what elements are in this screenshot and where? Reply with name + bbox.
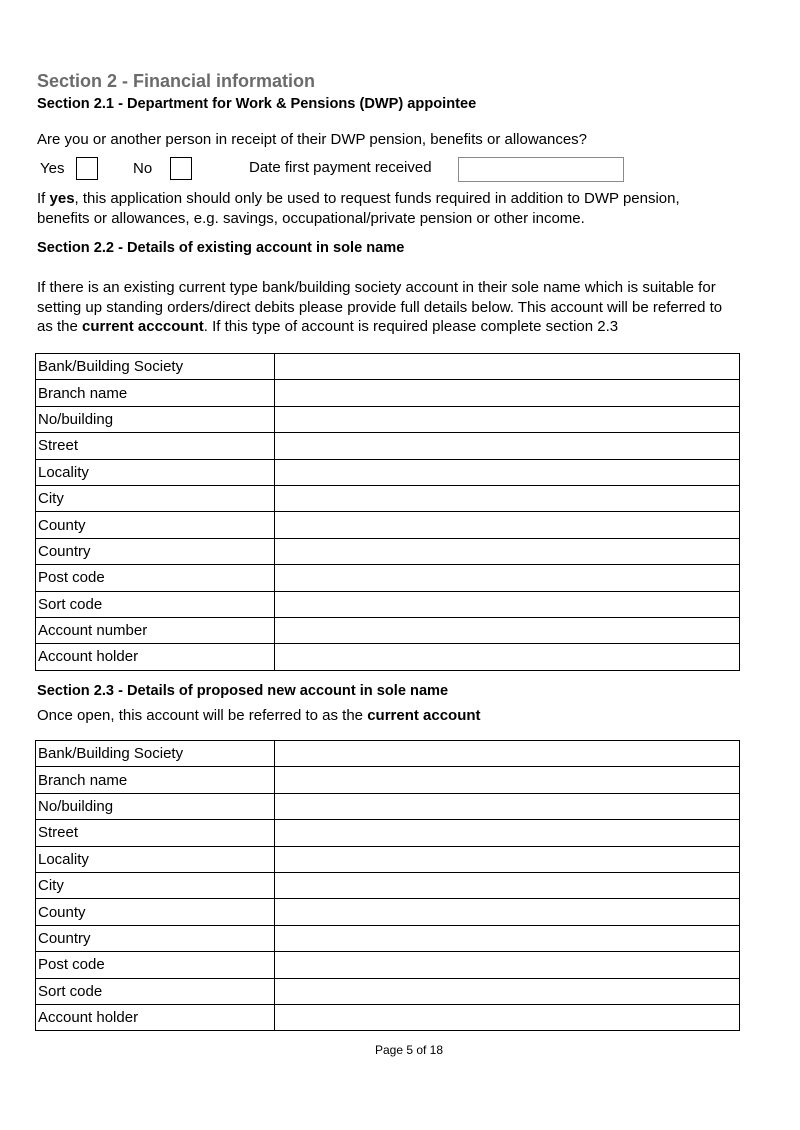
new-account-row-value-field[interactable]: [275, 1004, 740, 1030]
new-account-row-label: Bank/Building Society: [36, 741, 275, 767]
date-first-payment-label: Date first payment received: [249, 159, 432, 176]
section-title: Section 2 - Financial information: [37, 71, 316, 91]
new-account-row-value-field[interactable]: [275, 741, 740, 767]
new-account-row-label: Sort code: [36, 978, 275, 1004]
new-account-row: [36, 820, 740, 846]
dwp-note-line2: benefits or allowances, e.g. savings, occupational/private pension or other income.: [37, 209, 585, 227]
new-account-row-label: Locality: [36, 846, 275, 872]
existing-account-row-value-field[interactable]: [275, 433, 740, 459]
page-number: Page 5 of 18: [374, 1043, 444, 1057]
existing-account-row-label: Locality: [36, 459, 275, 485]
existing-account-row-value-field[interactable]: [275, 512, 740, 538]
new-account-row: [36, 793, 740, 819]
new-account-row: [36, 952, 740, 978]
new-account-row-value-field[interactable]: [275, 952, 740, 978]
existing-account-row-label: Bank/Building Society: [36, 354, 275, 380]
existing-account-row-value-field[interactable]: [275, 485, 740, 511]
existing-account-row-label: Sort code: [36, 591, 275, 617]
section-2-2-line3-prefix: as the: [37, 318, 83, 335]
existing-account-row: [36, 565, 740, 591]
existing-account-row-label: Post code: [36, 565, 275, 591]
existing-account-row: [36, 617, 740, 643]
existing-account-table: [35, 353, 740, 671]
existing-account-row-value-field[interactable]: [275, 406, 740, 432]
existing-account-row-label: Account number: [36, 617, 275, 643]
existing-account-row: [36, 512, 740, 538]
section-2-2-line1: If there is an existing current type bank/building society account in their sole name which is suitable for: [37, 279, 716, 296]
existing-account-row: [36, 406, 740, 432]
dwp-note-bold: yes: [49, 190, 75, 207]
new-account-row-value-field[interactable]: [275, 793, 740, 819]
new-account-row-label: Branch name: [36, 767, 275, 793]
new-account-row-value-field[interactable]: [275, 846, 740, 872]
section-2-3-intro: [37, 706, 481, 725]
existing-account-row-value-field[interactable]: [275, 644, 740, 670]
dwp-question: Are you or another person in receipt of their DWP pension, benefits or allowances?: [37, 131, 588, 148]
no-checkbox[interactable]: [170, 157, 192, 180]
existing-account-row-label: Country: [36, 538, 275, 564]
existing-account-row: [36, 354, 740, 380]
section-2-2-description: [37, 278, 767, 337]
existing-account-row-value-field[interactable]: [275, 565, 740, 591]
existing-account-row-value-field[interactable]: [275, 354, 740, 380]
yes-label: Yes: [40, 160, 65, 177]
new-account-row: [36, 741, 740, 767]
section-2-3-intro-bold: current account: [367, 707, 481, 724]
new-account-row: [36, 872, 740, 898]
new-account-row-label: No/building: [36, 793, 275, 819]
dwp-note: [37, 189, 767, 228]
existing-account-row-value-field[interactable]: [275, 538, 740, 564]
existing-account-row-label: County: [36, 512, 275, 538]
new-account-table: [35, 740, 740, 1031]
date-first-payment-field[interactable]: [458, 157, 624, 182]
existing-account-row: [36, 380, 740, 406]
new-account-row-label: Post code: [36, 952, 275, 978]
existing-account-row-value-field[interactable]: [275, 591, 740, 617]
new-account-row-label: City: [36, 872, 275, 898]
new-account-row-label: Street: [36, 820, 275, 846]
new-account-row: [36, 925, 740, 951]
new-account-row: [36, 767, 740, 793]
new-account-row-value-field[interactable]: [275, 978, 740, 1004]
existing-account-row-label: Street: [36, 433, 275, 459]
new-account-row-value-field[interactable]: [275, 872, 740, 898]
existing-account-row-label: No/building: [36, 406, 275, 432]
new-account-row: [36, 899, 740, 925]
existing-account-row: [36, 485, 740, 511]
new-account-row-label: Country: [36, 925, 275, 951]
yes-checkbox[interactable]: [76, 157, 98, 180]
section-2-3-heading: Section 2.3 - Details of proposed new account in sole name: [37, 683, 449, 699]
section-2-2-line2: setting up standing orders/direct debits please provide full details below. This account will be referred to: [37, 298, 723, 316]
dwp-note-prefix: If: [37, 190, 50, 207]
existing-account-row: [36, 459, 740, 485]
new-account-row-label: County: [36, 899, 275, 925]
new-account-row-value-field[interactable]: [275, 925, 740, 951]
existing-account-row-value-field[interactable]: [275, 459, 740, 485]
dwp-note-line1: , this application should only be used to request funds required in addition to DWP pension,: [74, 190, 680, 207]
section-2-3-intro-prefix: Once open, this account will be referred to as the: [37, 707, 368, 724]
existing-account-row-value-field[interactable]: [275, 617, 740, 643]
new-account-row: [36, 978, 740, 1004]
existing-account-row-label: Branch name: [36, 380, 275, 406]
existing-account-row: [36, 433, 740, 459]
existing-account-row-value-field[interactable]: [275, 380, 740, 406]
new-account-row: [36, 846, 740, 872]
new-account-row-value-field[interactable]: [275, 767, 740, 793]
existing-account-row: [36, 538, 740, 564]
new-account-row-value-field[interactable]: [275, 899, 740, 925]
existing-account-row: [36, 591, 740, 617]
existing-account-row-label: Account holder: [36, 644, 275, 670]
section-2-2-line3-suffix: . If this type of account is required please complete section 2.3: [203, 318, 619, 335]
new-account-row: [36, 1004, 740, 1030]
section-2-2-line3-bold: current acccount: [82, 318, 204, 335]
new-account-row-value-field[interactable]: [275, 820, 740, 846]
existing-account-row: [36, 644, 740, 670]
existing-account-row-label: City: [36, 485, 275, 511]
section-2-2-heading: Section 2.2 - Details of existing account in sole name: [37, 240, 405, 256]
section-2-1-heading: Section 2.1 - Department for Work & Pensions (DWP) appointee: [37, 96, 477, 112]
new-account-row-label: Account holder: [36, 1004, 275, 1030]
no-label: No: [133, 160, 153, 177]
